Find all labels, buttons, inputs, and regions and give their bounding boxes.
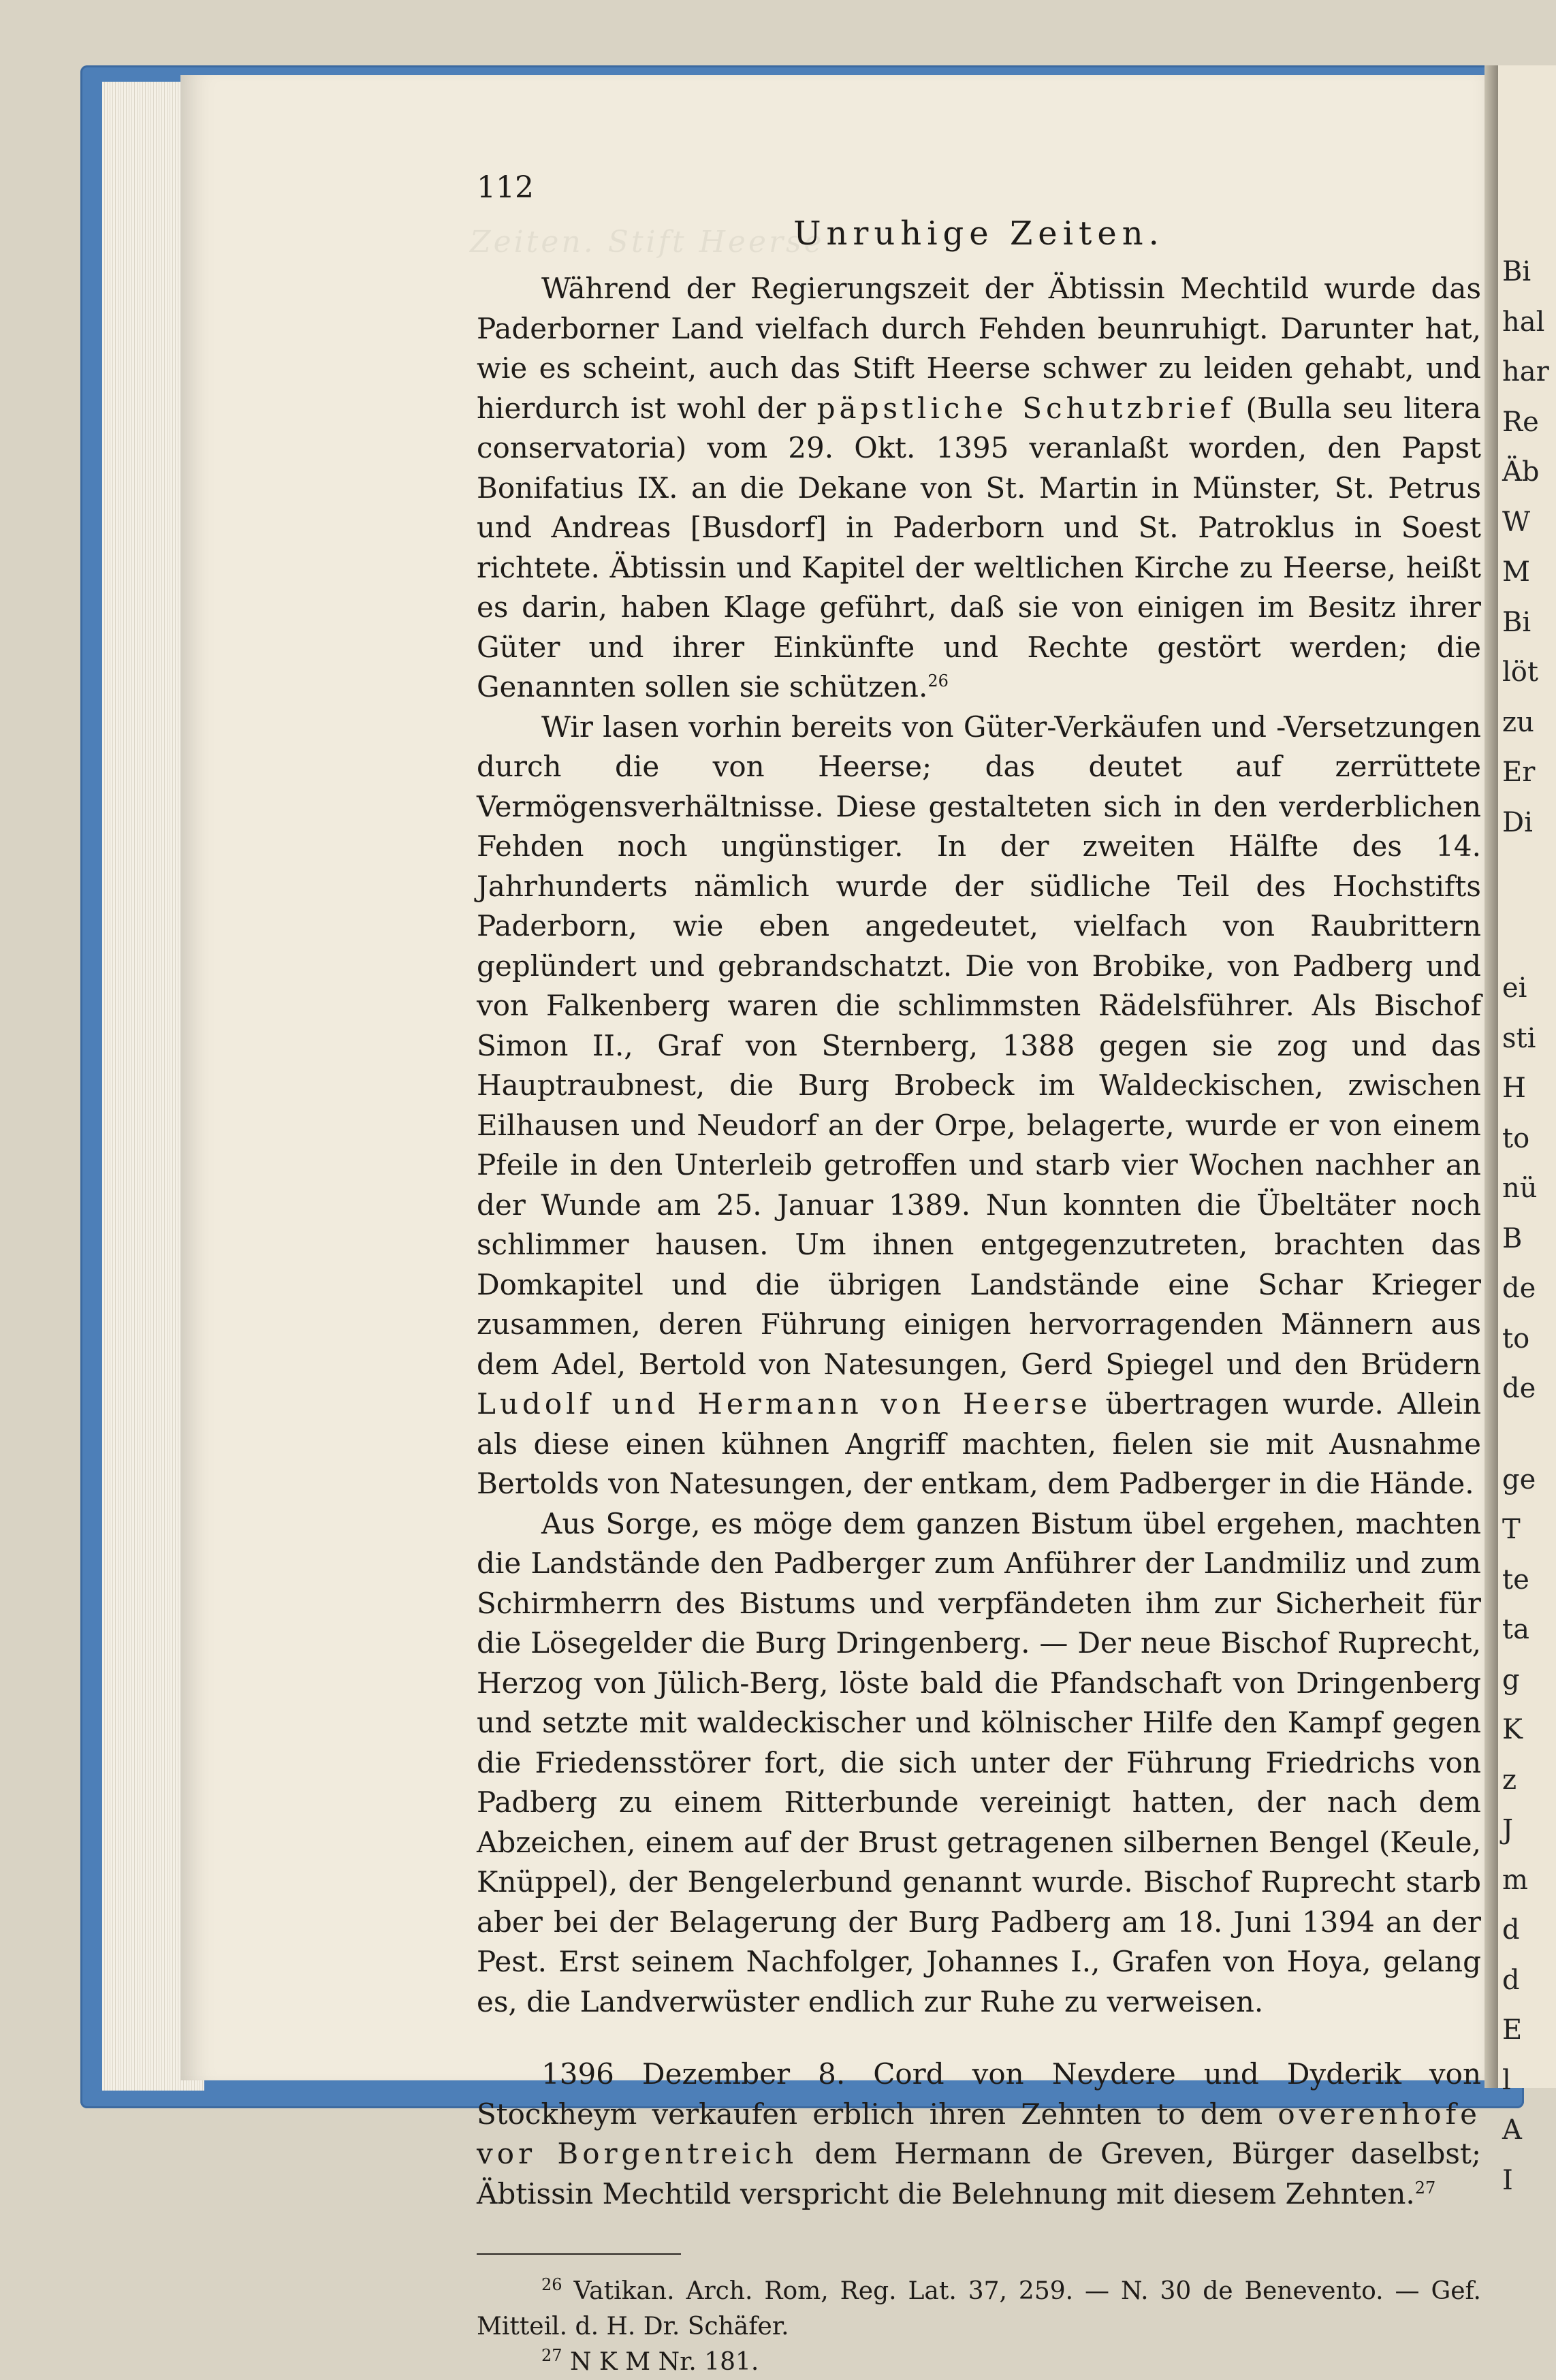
adjacent-page-fragment <box>1498 65 1556 2196</box>
spaced-text: overenhofe vor Borgentreich <box>477 2097 1481 2170</box>
footnote-ref: 26 <box>927 671 949 691</box>
next-page-fragment: T <box>1502 1514 1521 1545</box>
next-page-fragment: ei <box>1502 972 1527 1004</box>
text-run: N K M Nr. 181. <box>562 2348 759 2376</box>
footnote-ref: 26 <box>541 2275 562 2294</box>
next-page-fragment: d <box>1502 1964 1520 1996</box>
bleed-through-text: Zeiten. Stift Heerse <box>470 225 825 259</box>
footnote-ref: 27 <box>1414 2178 1436 2197</box>
next-page-fragment: A <box>1502 2114 1522 2146</box>
next-page-fragment: te <box>1502 1564 1529 1596</box>
next-page-fragment: m <box>1502 1864 1528 1896</box>
next-page-fragment: zu <box>1502 706 1534 738</box>
text-run: dem Hermann de Greven, Bürger daselbst; Äbtissin Mechtild verspricht die Belehnung mit diesem Zehnten. <box>477 2137 1481 2210</box>
next-page-fragment: Äb <box>1502 456 1540 488</box>
next-page-fragment: B <box>1502 1222 1523 1254</box>
page-number: 112 <box>477 170 534 205</box>
next-page-fragment: M <box>1502 556 1530 588</box>
next-page-fragment: g <box>1502 1664 1520 1696</box>
text-run: (Bulla seu litera conservatoria) vom 29. Okt. 1395 veranlaßt worden, den Papst Bonifatius IX. an die Dekane von St. Martin in Münster, St. Petrus und Andreas [Busdorf] in Paderborn und St. Patroklus in Soest richtete. Äbtissin und Kapitel der weltlichen Kirche zu Heerse, heißt es darin, haben Klage geführt, daß sie von einigen im Besitz ihrer Güter und ihrer Einkünfte und Rechte gestört werden; die Genannten sollen sie schützen. <box>477 391 1481 703</box>
section-heading: Unruhige Zeiten. <box>793 215 1164 253</box>
next-page-fragment: l <box>1502 2064 1511 2096</box>
page-content <box>477 170 1481 2380</box>
paragraph <box>477 269 1481 708</box>
next-page-fragment: nü <box>1502 1173 1538 1204</box>
next-page-fragment: har <box>1502 356 1549 387</box>
next-page-fragment: de <box>1502 1373 1536 1404</box>
next-page-fragment: sti <box>1502 1022 1536 1054</box>
next-page-fragment: to <box>1502 1122 1530 1154</box>
footnote <box>477 2345 1481 2380</box>
footnote-ref: 27 <box>541 2346 562 2365</box>
next-page-fragment: Bi <box>1502 606 1531 638</box>
paragraph-gap <box>477 2022 1481 2054</box>
next-page-fragment: ge <box>1502 1463 1536 1495</box>
next-page-fragment: Di <box>1502 806 1533 838</box>
next-page-fragment: W <box>1502 506 1531 538</box>
text-run: Wir lasen vorhin bereits von Güter-Verkäufen und -Versetzungen durch die von Heerse; das deutet auf zerrüttete Vermögensverhältnisse. Diese gestalteten sich in den verderblichen Fehden noch ungünstiger. In der zweiten Hälfte des 14. Jahrhunderts nämlich wurde der südliche Teil des Hochstifts Paderborn, wie eben angedeutet, vielfach von Raubrittern geplündert und gebrandschatzt. Die von Brobike, von Padberg und von Falkenberg waren die schlimmsten Rädelsführer. Als Bischof Simon II., Graf von Sternberg, 1388 gegen sie zog und das Hauptraubnest, die Burg Brobeck im Waldeckischen, zwischen Eilhausen und Neudorf an der Orpe, belagerte, wurde er von einem Pfeile in den Unterleib getroffen und starb vier Wochen nachher an der Wunde am 25. Januar 1389. Nun konnten die Übeltäter noch schlimmer hausen. Um ihnen entgegenzutreten, brachten das Domkapitel und die übrigen Landstände eine Schar Krieger zusammen, deren Führung einigen hervorragenden Männern aus dem Adel, Bertold von Natesungen, Gerd Spiegel und den Brüdern <box>477 710 1481 1381</box>
footnote <box>477 2274 1481 2345</box>
next-page-fragment: löt <box>1502 656 1538 688</box>
footnote-rule <box>477 2253 681 2255</box>
next-page-fragment: Er <box>1502 757 1536 788</box>
text-run: 1396 Dezember 8. Cord von Neydere und Dyderik von Stockheym verkaufen erblich ihren Zehnten to dem <box>477 2057 1481 2131</box>
next-page-fragment: K <box>1502 1714 1523 1745</box>
next-page-fragment: J <box>1502 1814 1514 1845</box>
paragraph <box>477 708 1481 1504</box>
next-page-fragment: E <box>1502 2014 1523 2046</box>
next-page-fragment: de <box>1502 1273 1536 1304</box>
text-run: übertragen wurde. Allein als diese einen kühnen Angriff machten, fielen sie mit Ausnahme Bertolds von Natesungen, der entkam, dem Padberger in die Hände. <box>477 1387 1481 1500</box>
text-run: Aus Sorge, es möge dem ganzen Bistum übel ergehen, machten die Landstände den Padberger zum Anführer der Landmiliz und zum Schirmherrn des Bistums und verpfändeten ihm zur Sicherheit für die Lösegelder die Burg Dringenberg. — Der neue Bischof Ruprecht, Herzog von Jülich-Berg, löste bald die Pfandschaft von Dringenberg und setzte mit waldeckischer und kölnischer Hilfe den Kampf gegen die Friedensstörer fort, die sich unter der Führung Friedrichs von Padberg zu einem Ritterbunde vereinigt hatten, der nach dem Abzeichen, einem auf der Brust getragenen silbernen Bengel (Keule, Knüppel), der Bengelerbund genannt wurde. Bischof Ruprecht starb aber bei der Belagerung der Burg Padberg am 18. Juni 1394 an der Pest. Erst seinem Nachfolger, Johannes I., Grafen von Hoya, gelang es, die Landverwüster endlich zur Ruhe zu verweisen. <box>477 1506 1481 2018</box>
document-entry <box>477 2054 1481 2214</box>
paragraph <box>477 1504 1481 2022</box>
next-page-fragment: Bi <box>1502 256 1531 287</box>
spaced-text: Ludolf und Hermann von Heerse <box>477 1387 1092 1421</box>
spaced-text: päpstliche Schutzbrief <box>816 391 1235 425</box>
next-page-fragment: I <box>1502 2164 1513 2196</box>
text-run: Vatikan. Arch. Rom, Reg. Lat. 37, 259. — N. 30 de Benevento. — Gef. Mitteil. d. H. Dr. Schäfer. <box>477 2277 1481 2341</box>
text-run: Während der Regierungszeit der Äbtissin Mechtild wurde das Paderborner Land vielfach durch Fehden beunruhigt. Darunter hat, wie es scheint, auch das Stift Heerse schwer zu leiden gehabt, und hierdurch ist wohl der <box>477 272 1481 425</box>
next-page-fragment: H <box>1502 1073 1526 1104</box>
next-page-fragment: ta <box>1502 1614 1529 1645</box>
next-page-fragment: d <box>1502 1914 1520 1946</box>
next-page-fragment: to <box>1502 1322 1530 1354</box>
next-page-fragment: z <box>1502 1764 1517 1796</box>
next-page-fragment: Re <box>1502 406 1539 438</box>
next-page-fragment: hal <box>1502 306 1545 338</box>
